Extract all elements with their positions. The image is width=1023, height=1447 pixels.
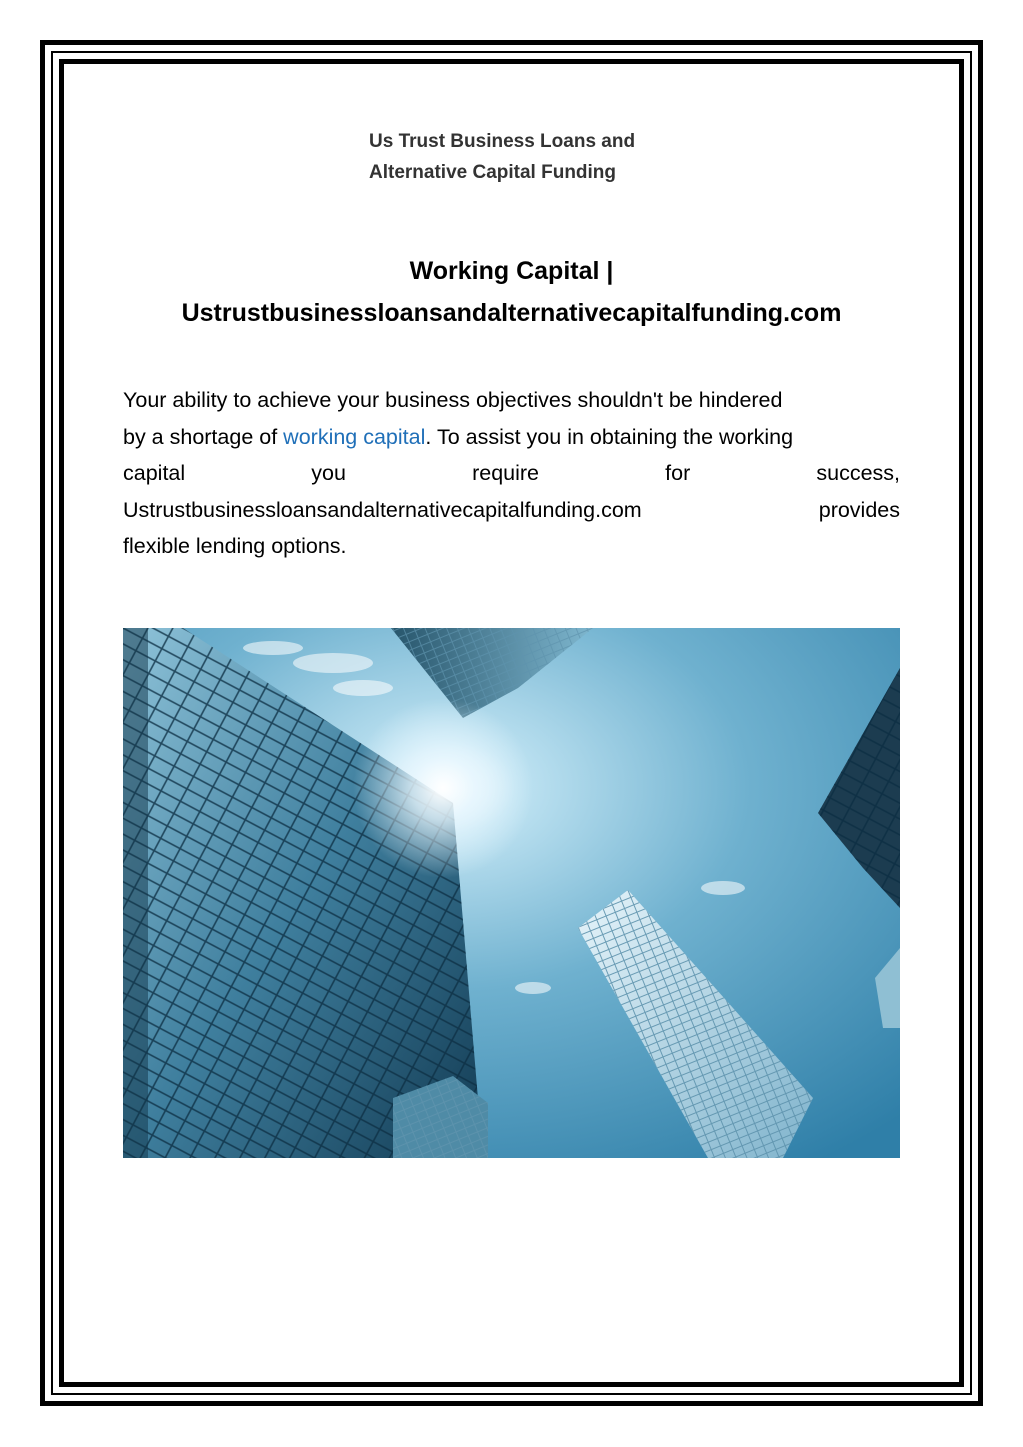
title-line-1: Working Capital | [409, 257, 614, 285]
body-paragraph [123, 382, 900, 565]
paragraph-text: Your ability to achieve your business objectives shouldn't be hindered [123, 388, 783, 412]
logo-line-1: Us Trust Business Loans and [369, 131, 636, 152]
paragraph-line-3 [123, 455, 900, 492]
paragraph-line-1 [123, 382, 900, 419]
paragraph-line-2 [123, 419, 900, 456]
paragraph-text: by a shortage of [123, 424, 284, 449]
logo-line-2: Alternative Capital Funding [369, 162, 617, 183]
company-logo [345, 126, 665, 192]
page-title [123, 250, 900, 334]
paragraph-word: capital [123, 461, 186, 485]
paragraph-word: provides [818, 497, 900, 522]
title-line-2: Ustrustbusinessloansandalternativecapitalfunding.com [181, 299, 842, 327]
paragraph-word: require [472, 461, 540, 485]
skyscrapers-photo [123, 628, 900, 1158]
paragraph-word: success, [816, 461, 900, 485]
paragraph-line-4 [123, 492, 900, 529]
paragraph-text: . To assist you in obtaining the working [425, 424, 794, 449]
paragraph-text: flexible lending options. [123, 534, 347, 558]
working-capital-link[interactable]: working capital [283, 424, 426, 449]
paragraph-word: for [665, 461, 691, 485]
paragraph-word: you [311, 461, 346, 485]
paragraph-line-5 [123, 528, 900, 565]
paragraph-site-name: Ustrustbusinessloansandalternativecapitalfunding.com [123, 497, 642, 522]
